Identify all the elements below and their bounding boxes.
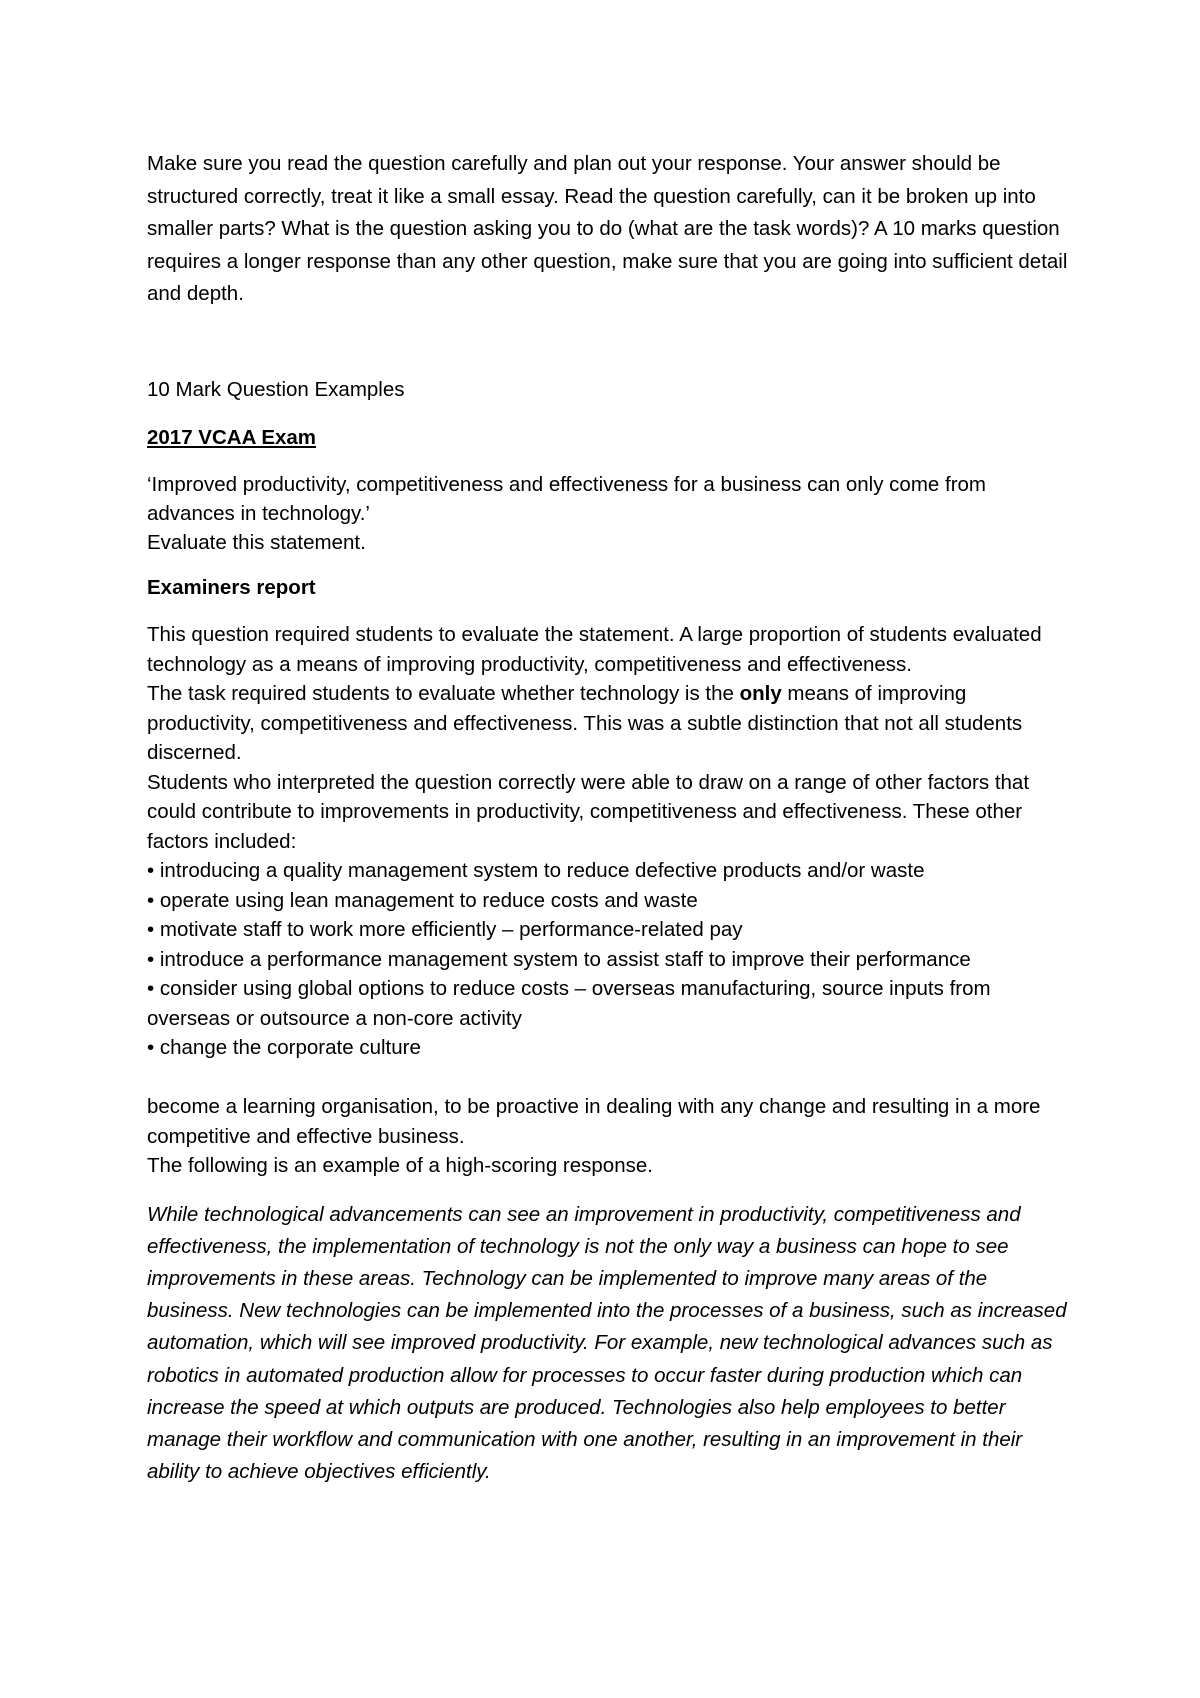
intro-paragraph: Make sure you read the question carefully and plan out your response. Your answer should be structured correctly, treat it like a small essay. Read the question carefully, can it be broken up into smaller parts? What is the question asking you to do (what are the task words)? A 10 marks question requires a longer response than any other question, make sure that you are going into sufficient detail and depth.: [147, 152, 1068, 305]
continuation-paragraph: The following is an example of a high-scoring response.: [147, 1154, 653, 1177]
section-heading: 10 Mark Question Examples: [147, 377, 405, 401]
report-paragraph: [147, 679, 1077, 768]
question-block: [147, 470, 1077, 557]
list-item: • introducing a quality management system to reduce defective products and/or waste: [147, 859, 925, 882]
list-item: • motivate staff to work more efficiently – performance-related pay: [147, 918, 743, 941]
examiners-report-heading: Examiners report: [147, 575, 316, 599]
sample-response: While technological advancements can see an improvement in productivity, competitiveness and effectiveness, the implementation of technology is not the only way a business can hope to see improvements in these areas. Technology can be implemented to improve many areas of the business. New technologies can be implemented into the processes of a business, such as increased automation, which will see improved productivity. For example, new technological advances such as robotics in automated production allow for processes to occur faster during production which can increase the speed at which outputs are produced. Technologies also help employees to better manage their workflow and communication with one another, resulting in an improvement in their ability to achieve objectives efficiently.: [147, 1202, 1067, 1484]
report-text: means of improving productivity, competitiveness and effectiveness. This was a subtle distinction that not all students discerned.: [147, 682, 1023, 764]
report-paragraph: This question required students to evaluate the statement. A large proportion of students evaluated technology as a means of improving productivity, competitiveness and effectiveness.: [147, 623, 1042, 676]
blank-line: [147, 1063, 1077, 1093]
continuation-paragraph: become a learning organisation, to be proactive in dealing with any change and resulting in a more competitive and effective business.: [147, 1095, 1041, 1148]
list-item: • change the corporate culture: [147, 1036, 421, 1059]
factors-list: [147, 856, 1077, 1063]
question-quote: ‘Improved productivity, competitiveness and effectiveness for a business can only come from advances in technology.’: [147, 472, 986, 525]
list-item: • operate using lean management to reduce costs and waste: [147, 888, 698, 912]
document-page: [147, 148, 1077, 1488]
report-emphasis: only: [739, 682, 782, 705]
list-item: • introduce a performance management system to assist staff to improve their performance: [147, 947, 971, 971]
report-text: The task required students to evaluate whether technology is the: [147, 682, 740, 705]
examiners-report: [147, 620, 1077, 1092]
report-paragraph: Students who interpreted the question correctly were able to draw on a range of other factors that could contribute to improvements in productivity, competitiveness and effectiveness. These other factors included:: [147, 770, 1030, 853]
question-instruction: Evaluate this statement.: [147, 530, 366, 554]
continuation-block: [147, 1092, 1077, 1181]
exam-heading: 2017 VCAA Exam: [147, 426, 317, 449]
list-item: • consider using global options to reduce costs – overseas manufacturing, source inputs from overseas or outsource a non-core activity: [147, 977, 991, 1030]
